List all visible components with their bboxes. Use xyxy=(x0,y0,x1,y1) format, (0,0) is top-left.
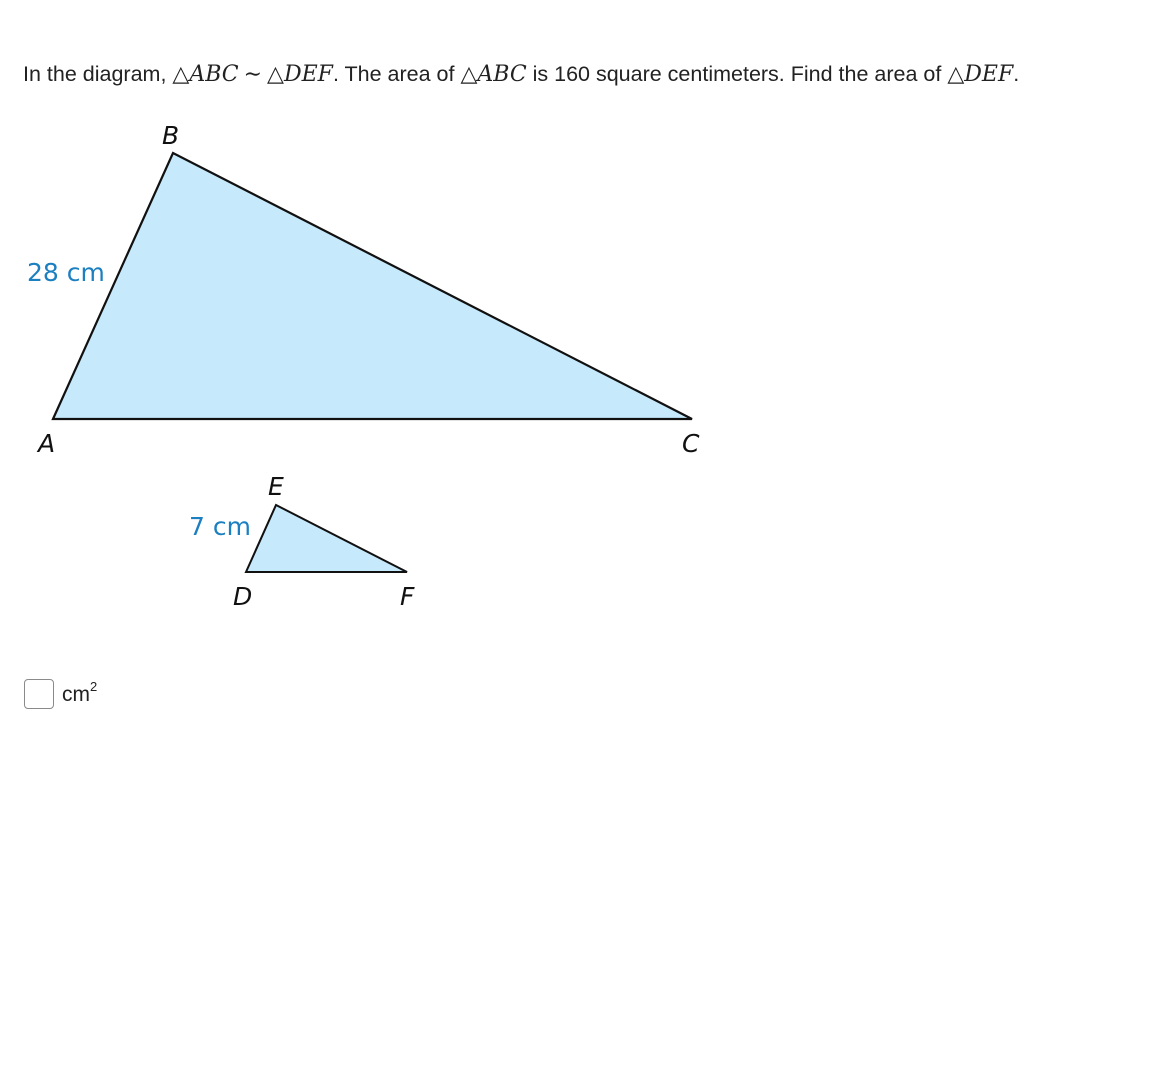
question-end: . xyxy=(1013,62,1020,86)
similar-symbol: ∼ xyxy=(243,62,263,87)
triangle-symbol: △ xyxy=(267,62,284,87)
question-area-text: is 160 square centimeters. Find the area of xyxy=(526,62,948,86)
vertex-label-d: D xyxy=(233,582,253,611)
diagram-canvas xyxy=(0,110,760,630)
triangle-abc-name: ABC xyxy=(189,62,239,87)
question-prefix: In the diagram, xyxy=(23,62,173,86)
area-answer-input[interactable] xyxy=(24,679,54,709)
triangle-abc xyxy=(53,153,692,419)
triangle-symbol: △ xyxy=(460,62,478,87)
unit-exponent: 2 xyxy=(90,679,98,694)
side-ab-measure: 28 cm xyxy=(27,258,105,287)
triangle-abc-reference xyxy=(460,62,526,87)
similar-triangles-diagram xyxy=(0,110,760,630)
vertex-label-f: F xyxy=(400,582,415,611)
side-de-measure: 7 cm xyxy=(189,512,251,541)
answer-unit xyxy=(62,681,97,707)
vertex-label-a: A xyxy=(38,429,56,458)
triangle-symbol: △ xyxy=(172,62,190,87)
vertex-label-b: B xyxy=(162,121,180,150)
question-text xyxy=(23,58,1153,91)
similarity-statement xyxy=(172,62,333,87)
vertex-label-c: C xyxy=(682,429,700,458)
triangle-def xyxy=(246,505,407,572)
vertex-label-e: E xyxy=(268,472,284,501)
question-mid-text: . The area of xyxy=(332,62,461,86)
answer-row xyxy=(24,677,97,711)
triangle-abc-name: ABC xyxy=(477,62,527,87)
unit-base: cm xyxy=(62,683,90,706)
triangle-def-name: DEF xyxy=(964,62,1014,87)
triangle-def-name: DEF xyxy=(283,62,333,87)
triangle-def-reference xyxy=(947,62,1013,87)
triangle-symbol: △ xyxy=(947,62,965,87)
